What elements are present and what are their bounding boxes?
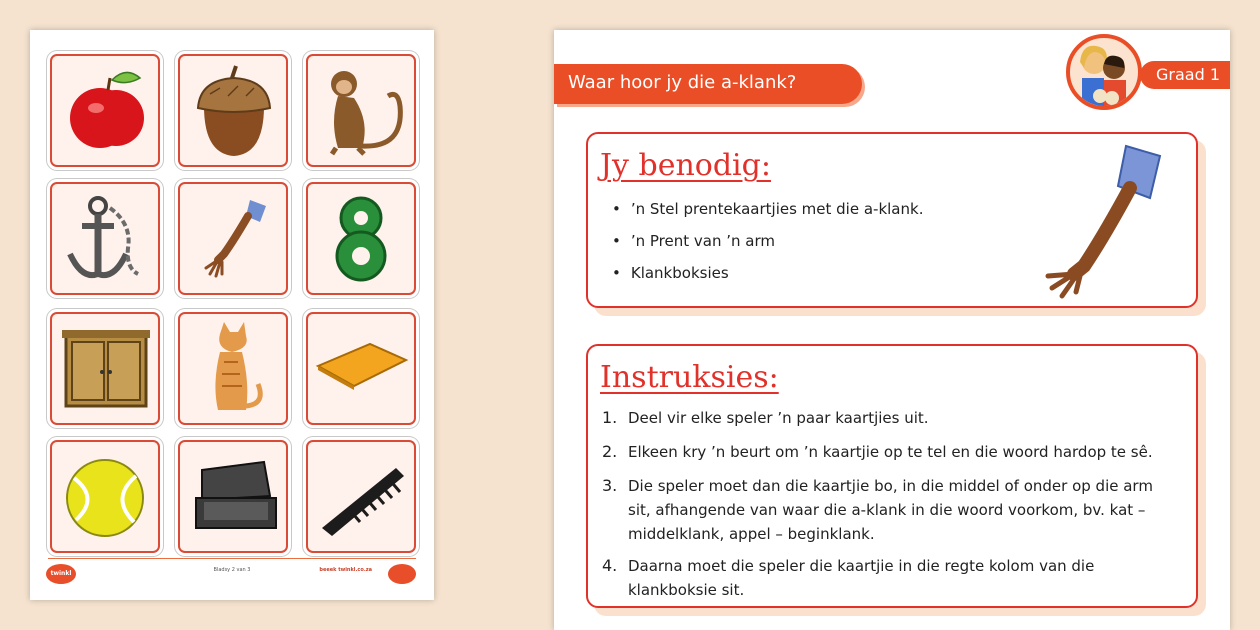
card-acorn [178,54,288,167]
arm-icon [180,184,286,293]
step-number: 1. [602,408,618,427]
instructions-box [586,344,1198,608]
page-title: Waar hoor jy die a-klank? [568,72,797,93]
twinkl-logo: twinkl [46,564,76,584]
apple-icon [52,56,158,165]
arm-picture-icon [1022,142,1182,302]
needs-item: • ’n Stel prentekaartjies met die a-klank. [612,200,923,218]
card-mat [306,312,416,425]
grade-badge [1140,61,1230,89]
children-avatar [1066,34,1142,110]
card-eight [306,182,416,295]
card-anchor [50,182,160,295]
card-cupboard [50,312,160,425]
anchor-icon [52,184,158,293]
footer-url: beeek twinkl.co.za [319,567,372,573]
card-monkey [306,54,416,167]
step-text [628,474,1188,546]
cards-page [30,30,434,600]
card-cat [178,312,288,425]
acorn-icon [180,56,286,165]
page-number: Bladsy 2 van 3 [213,567,251,573]
step-line: Deel vir elke speler ’n paar kaartjies uit. [628,409,929,427]
step-text [628,554,1188,602]
number-eight-icon [308,184,414,293]
cat-icon [180,314,286,423]
step-line: Elkeen kry ’n beurt om ’n kaartjie op te tel en die woord hardop te sê. [628,443,1153,461]
mat-icon [308,314,414,423]
comb-icon [308,442,414,551]
step-line: Daarna moet die speler die kaartjie in die regte kolom van die [628,557,1095,575]
needs-box [586,132,1198,308]
cupboard-icon [52,314,158,423]
title-tab [554,64,862,104]
instructions-heading: Instruksies: [600,360,779,395]
footer-divider [48,558,416,559]
step-line: sit, afhangende van waar die a-klank in die woord voorkom, bv. kat – [628,501,1146,519]
step-line: klankboksie sit. [628,581,745,599]
suitcase-icon [180,442,286,551]
needs-heading: Jy benodig: [600,148,771,183]
card-comb [306,440,416,553]
step-text [628,406,1188,430]
step-number: 3. [602,476,618,495]
tennis-ball-icon [52,442,158,551]
step-number: 4. [602,556,618,575]
instructions-page [554,30,1230,630]
card-suitcase [178,440,288,553]
card-arm [178,182,288,295]
grade-label: Graad 1 [1156,65,1221,84]
step-line: Die speler moet dan die kaartjie bo, in die middel of onder op die arm [628,477,1153,495]
step-line: middelklank, appel – beginklank. [628,525,875,543]
step-number: 2. [602,442,618,461]
card-tennis-ball [50,440,160,553]
needs-item: • ’n Prent van ’n arm [612,232,775,250]
twinkl-logo-right [388,564,416,584]
card-apple [50,54,160,167]
needs-item: • Klankboksies [612,264,729,282]
step-text [628,440,1188,464]
children-icon [1070,38,1138,106]
monkey-icon [308,56,414,165]
